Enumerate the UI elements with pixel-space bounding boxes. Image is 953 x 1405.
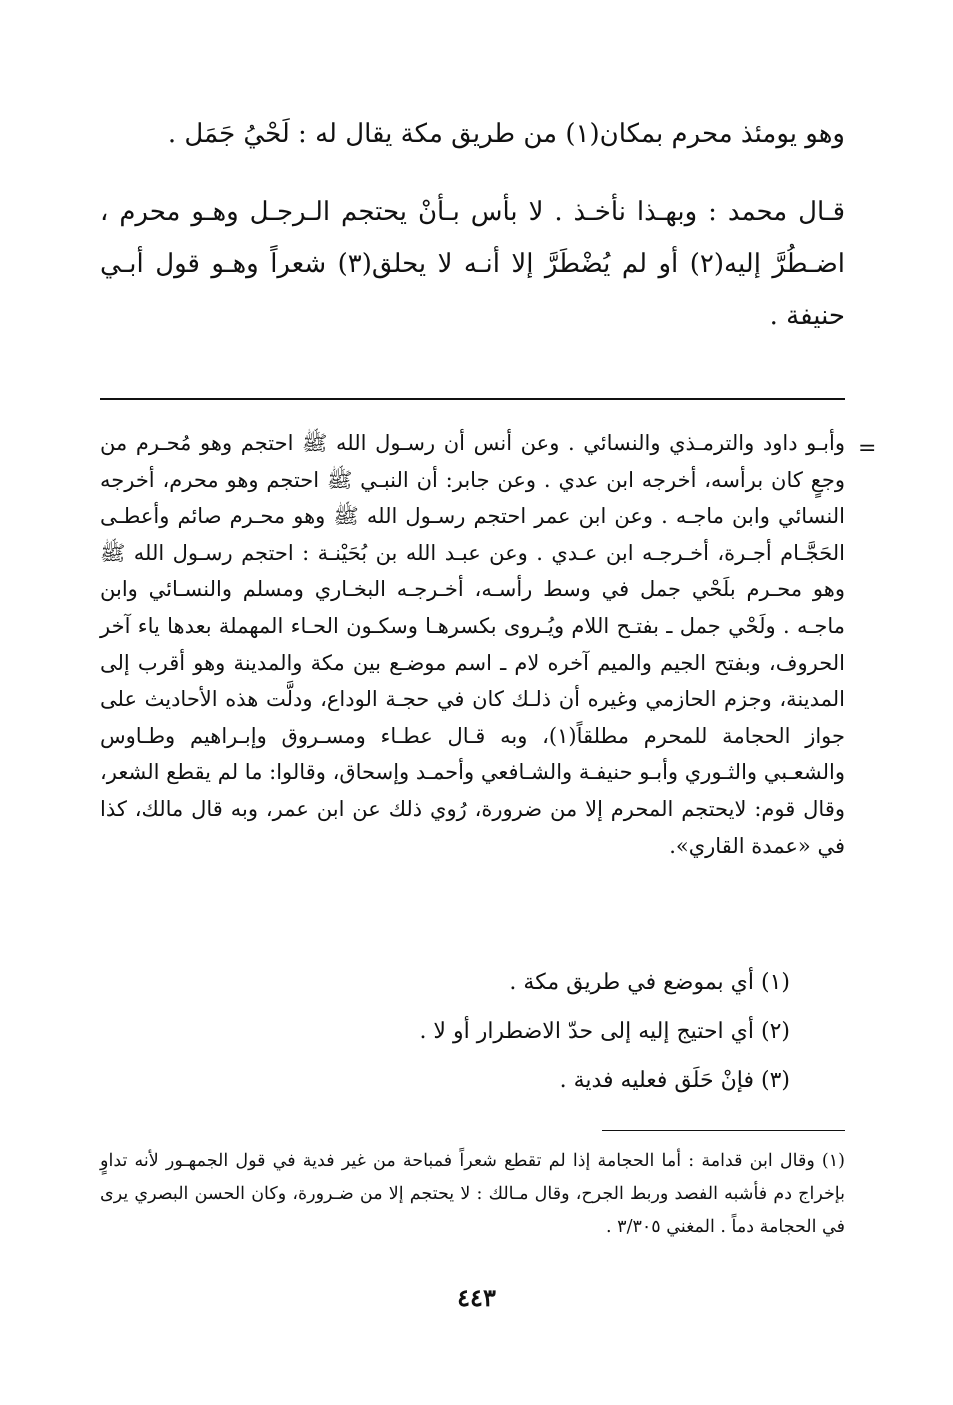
continuation-mark: = (858, 436, 877, 461)
footnote-3: (٣) فإنْ حَلَق فعليه فدية . (559, 1068, 790, 1093)
commentary-text: وأبـو داود والترمـذي والنسائي . وعن أنس أن رسـول الله ﷺ احتجم وهو مُحـرم من وجعٍ كان برأسه، أخرجه ابن عدي . وعن جابر: أن النبـي ﷺ احتجم وهو محرم، أخرجه النسائي وابن ماجـه . وعن ابن عمر احتجم رسـول الله ﷺ وهو محـرم صائم وأعطـى الحَجَّـام أجـرة، أخـرجـه ابن عـدي . وعن عبـد الله بن بُحَيْنـة : احتجم رسـول الله ﷺ وهو محـرم بلَحْي جمل في وسط رأسـه، أخـرجـه البخـاري ومسلم والنسـائي وابن ماجـه . ولَحْي جمل ـ بفتـح اللام ويُـروى بكسرهـا وسكـون الحـاء المهملة بعدها ياء آخر الحروف، وبفتح الجيم والميم آخره لام ـ اسم موضـع بين مكة والمدينة وهو أقرب إلى المدينة، وجزم الحازمي وغيره أن ذلـك كان في حجـة الوداع، ودلَّت هذه الأحاديث على جواز الحجامة للمحرم مطلقاً(١)، وبه قـال عطـاء ومسـروق وإبـراهيم وطـاوس والشعـبي والثـوري وأبـو حنيفـة والشـافعي وأحمـد وإسحاق، وقالوا: ما لم يقطع الشعر، وقال قوم: لايحتجم المحرم إلا من ضرورة، رُوي ذلك عن ابن عمر، وبه قال مالك، كذا في «عمدة القاري». (100, 431, 845, 858)
page-number: ٤٤٣ (457, 1283, 496, 1312)
footnote-1: (١) أي بموضع في طريق مكة . (509, 970, 790, 995)
footnote-list (300, 958, 790, 1105)
main-paragraph-2: قـال محمد : وبهـذا نأخـذ . لا بأس بـأنْ يحتجم الـرجـل وهـو محرم ، اضـطُرَّ إليه(٢) أو لم يُضْطَرَّ إلا أنـه لا يحلق(٣) شعراً وهـو قول أبـي حنيفة . (100, 197, 845, 331)
footnote-2: (٢) أي احتيج إليه إلى حدّ الاضطرار أو لا . (419, 1019, 790, 1044)
main-paragraph-1: وهو يومئذ محرم بمكان(١) من طريق مكة يقال له : لَحْيُ جَمَل . (167, 119, 845, 149)
sub-footnote: (١) وقال ابن قدامة : أما الحجامة إذا لم تقطع شعراً فمباحة من غير فدية في قول الجمهـور لأنه تداوٍ بإخراج دم فأشبه الفصد وربط الجرح، وقال مـالك : لا يحتجم إلا من ضـرورة، وكان الحسن البصري يرى في الحجامة دماً . المغني ٣/٣٠٥ . (100, 1151, 845, 1237)
sub-footnote-separator (602, 1130, 845, 1131)
commentary-separator (100, 398, 845, 400)
